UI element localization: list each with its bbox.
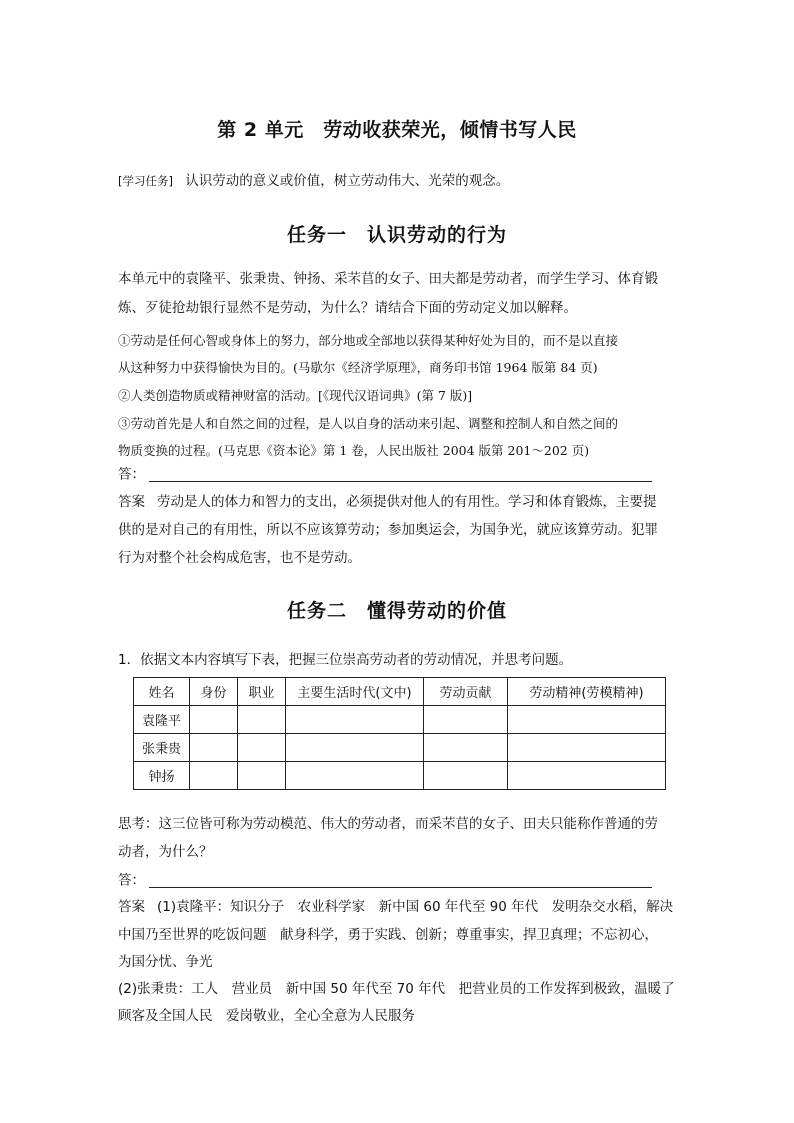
task1-prompt-line-1: 本单元中的袁隆平、张秉贵、钟扬、采芣苢的女子、田夫都是劳动者，而学生学习、体育锻 bbox=[118, 271, 658, 287]
table-row bbox=[134, 706, 666, 734]
table-row-name: 袁隆平 bbox=[134, 706, 190, 734]
answer-line[interactable] bbox=[149, 873, 652, 888]
table-header-identity: 身份 bbox=[190, 678, 238, 706]
definition-line-1: ①劳动是任何心智或身体上的努力，部分地或全部地以获得某种好处为目的，而不是以直接 bbox=[118, 333, 619, 348]
task1-prompt-line-2: 炼、歹徒抢劫银行显然不是劳动，为什么？请结合下面的劳动定义加以解释。 bbox=[118, 300, 577, 316]
table-header-name: 姓名 bbox=[134, 678, 190, 706]
table-header-contribution: 劳动贡献 bbox=[424, 678, 508, 706]
table-cell[interactable] bbox=[190, 734, 238, 762]
table-row-name: 张秉贵 bbox=[134, 734, 190, 762]
table-row-name: 钟扬 bbox=[134, 762, 190, 790]
table-header-era: 主要生活时代(文中) bbox=[286, 678, 424, 706]
answer-prefix: 答： bbox=[118, 872, 145, 889]
table-row bbox=[134, 762, 666, 790]
table-header-row bbox=[134, 678, 666, 706]
table-cell[interactable] bbox=[424, 762, 508, 790]
task1-answer-blank bbox=[118, 467, 652, 482]
table-header-spirit: 劳动精神(劳模精神) bbox=[508, 678, 666, 706]
table-cell[interactable] bbox=[424, 706, 508, 734]
table-cell[interactable] bbox=[508, 762, 666, 790]
table-cell[interactable] bbox=[424, 734, 508, 762]
task2-answer-blank bbox=[118, 873, 652, 888]
task1-answer-line-2: 供的是对自己的有用性，所以不应该算劳动；参加奥运会，为国争光，就应该算劳动。犯罪 bbox=[118, 522, 658, 538]
task1-answer-line-1: 答案 劳动是人的体力和智力的支出，必须提供对他人的有用性。学习和体育锻炼，主要提 bbox=[118, 494, 657, 510]
answer-prefix: 答： bbox=[118, 466, 145, 483]
answer-line[interactable] bbox=[149, 467, 652, 482]
learning-task bbox=[118, 175, 509, 189]
table-cell[interactable] bbox=[190, 706, 238, 734]
task2-heading: 任务二 懂得劳动的价值 bbox=[286, 600, 507, 622]
think-line-2: 动者，为什么？ bbox=[118, 844, 213, 860]
definition-line-3: ②人类创造物质或精神财富的活动。[《现代汉语词典》(第 7 版)] bbox=[118, 388, 473, 403]
table-cell[interactable] bbox=[508, 706, 666, 734]
table-cell[interactable] bbox=[508, 734, 666, 762]
task2-answer-line-2: 中国乃至世界的吃饭问题 献身科学，勇于实践、创新；尊重事实，捍卫真理；不忘初心， bbox=[118, 927, 658, 943]
labor-table bbox=[133, 677, 666, 790]
answer-label: 答案 bbox=[118, 494, 145, 510]
task2-question-1: 1．依据文本内容填写下表，把握三位崇高劳动者的劳动情况，并思考问题。 bbox=[118, 652, 573, 668]
think-line-1: 思考：这三位皆可称为劳动模范、伟大的劳动者，而采芣苢的女子、田夫只能称作普通的劳 bbox=[118, 816, 658, 832]
table-cell[interactable] bbox=[190, 762, 238, 790]
task2-answer-line-5: 顾客及全国人民 爱岗敬业，全心全意为人民服务 bbox=[118, 1008, 415, 1024]
task2-answer-line-3: 为国分忧、争光 bbox=[118, 954, 213, 970]
definition-line-5: 物质变换的过程。(马克思《资本论》第 1 卷，人民出版社 2004 版第 201～202 页) bbox=[118, 443, 590, 458]
table-cell[interactable] bbox=[238, 706, 286, 734]
unit-title: 第 2 单元 劳动收获荣光，倾情书写人民 bbox=[217, 119, 577, 141]
table-cell[interactable] bbox=[238, 762, 286, 790]
table-cell[interactable] bbox=[238, 734, 286, 762]
table-cell[interactable] bbox=[286, 706, 424, 734]
task1-heading: 任务一 认识劳动的行为 bbox=[286, 224, 507, 246]
definition-line-2: 从这种努力中获得愉快为目的。(马歇尔《经济学原理》，商务印书馆 1964 版第 84 页) bbox=[118, 360, 598, 375]
task2-answer-line-1: 答案 (1)袁隆平：知识分子 农业科学家 新中国 60 年代至 90 年代 发明杂交水稻，解决 bbox=[118, 899, 674, 915]
definition-line-4: ③劳动首先是人和自然之间的过程，是人以自身的活动来引起、调整和控制人和自然之间的 bbox=[118, 416, 619, 431]
table-header-occupation: 职业 bbox=[238, 678, 286, 706]
table-cell[interactable] bbox=[286, 762, 424, 790]
task2-answer-line-4: (2)张秉贵：工人 营业员 新中国 50 年代至 70 年代 把营业员的工作发挥到极致，温暖了 bbox=[118, 981, 675, 997]
learning-task-label: [学习任务] bbox=[118, 174, 173, 188]
answer-label: 答案 bbox=[118, 899, 145, 915]
learning-task-text: 认识劳动的意义或价值，树立劳动伟大、光荣的观念。 bbox=[185, 173, 510, 189]
table-cell[interactable] bbox=[286, 734, 424, 762]
table-row bbox=[134, 734, 666, 762]
task1-answer-line-3: 行为对整个社会构成危害，也不是劳动。 bbox=[118, 550, 361, 566]
